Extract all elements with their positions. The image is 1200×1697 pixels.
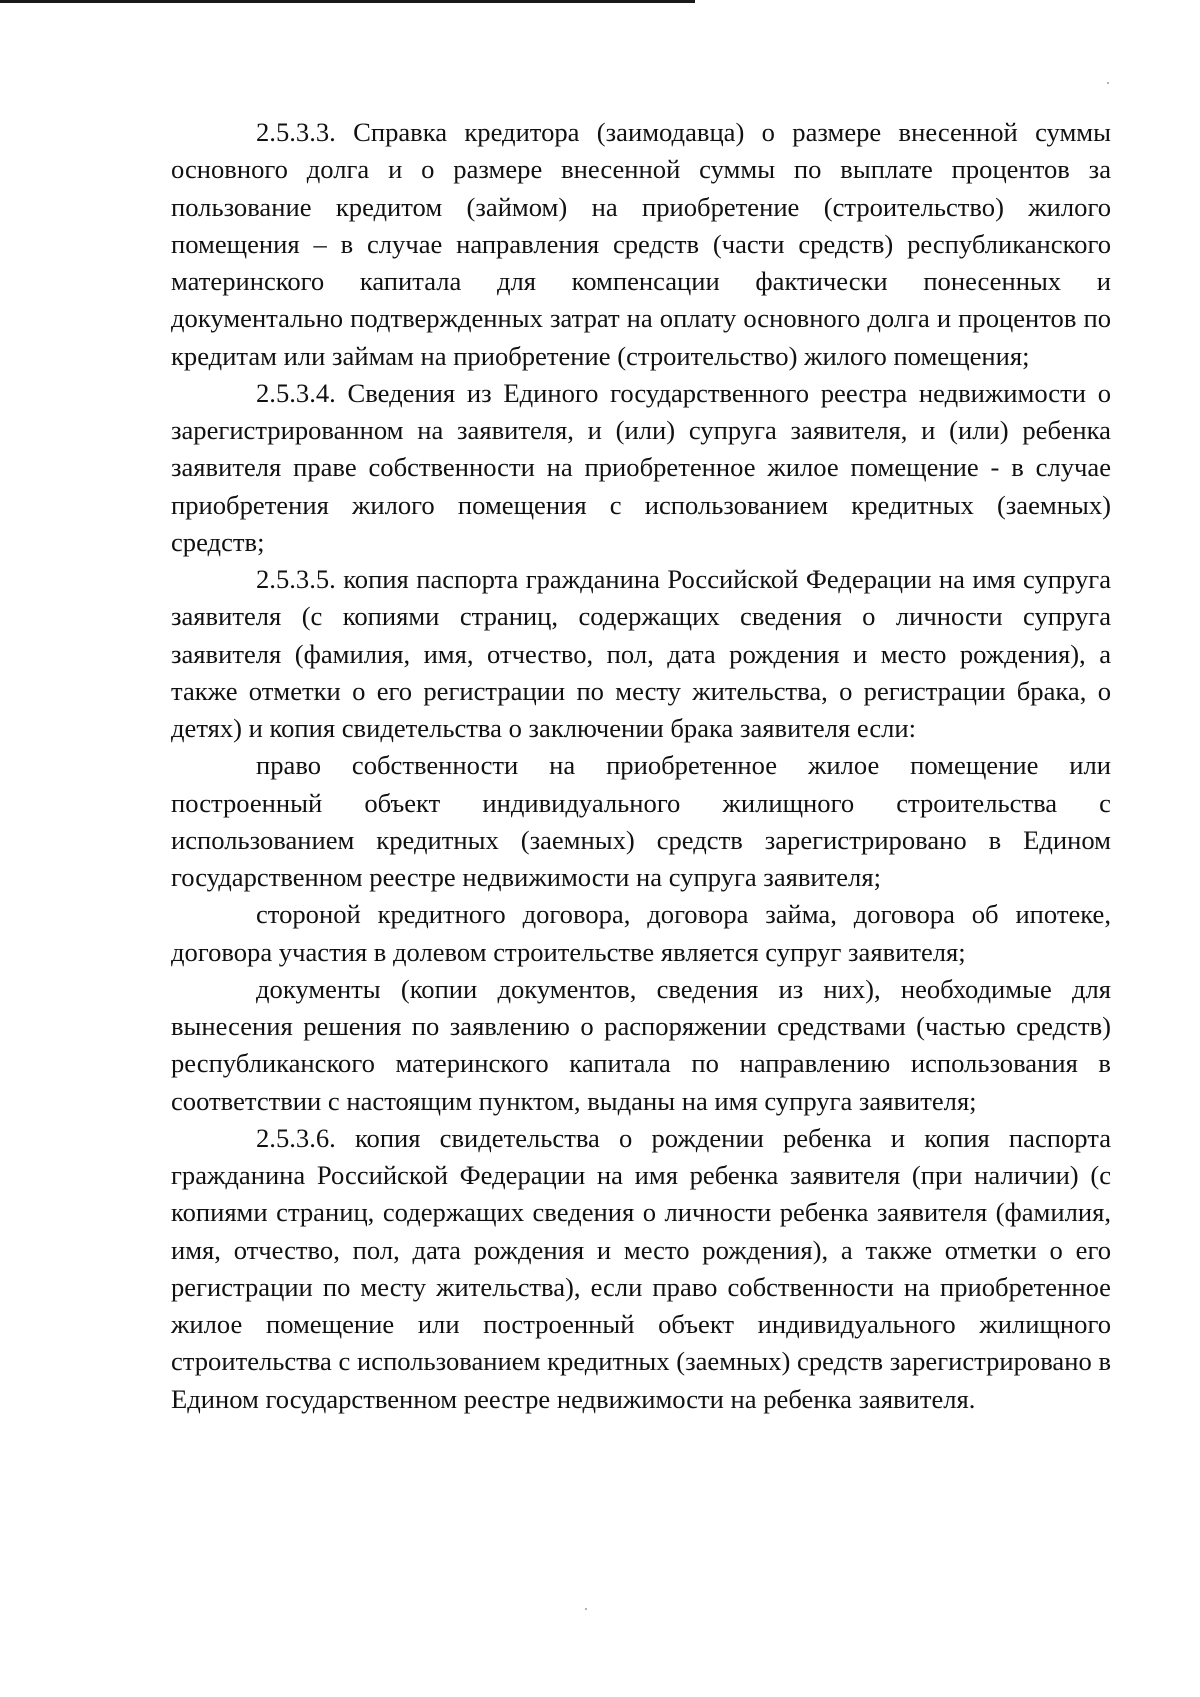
scan-speck xyxy=(1107,82,1109,84)
document-body xyxy=(171,114,1111,1418)
paragraph-spouse-documents-condition: документы (копии документов, сведения из них), необходимые для вынесения решения по заявлению о распоряжении средствами (частью средств) республиканского материнского капитала по направлению использования в соответствии с настоящим пунктом, выданы на имя супруга заявителя; xyxy=(171,973,1111,1116)
paragraph-2-5-3-5: 2.5.3.5. копия паспорта гражданина Российской Федерации на имя супруга заявителя (с копиями страниц, содержащих сведения о личности супруга заявителя (фамилия, имя, отчество, пол, дата рождения и место рождения), а также отметки о его регистрации по месту жительства, о регистрации брака, о детях) и копия свидетельства о заключении брака заявителя если: xyxy=(171,564,1111,743)
scan-edge-line xyxy=(0,0,695,3)
paragraph-spouse-contract-party-condition: стороной кредитного договора, договора займа, договора об ипотеке, договора участия в долевом строительстве является супруг заявителя; xyxy=(171,899,1111,967)
paragraph-2-5-3-3: 2.5.3.3. Справка кредитора (заимодавца) о размере внесенной суммы основного долга и о размере внесенной суммы по выплате процентов за пользование кредитом (займом) на приобретение (строительство) жилого помещения – в случае направления средств (части средств) республиканского материнского капитала для компенсации фактически понесенных и документально подтвержденных затрат на оплату основного долга и процентов по кредитам или займам на приобретение (строительство) жилого помещения; xyxy=(171,117,1111,371)
paragraph-spouse-property-condition: право собственности на приобретенное жилое помещение или построенный объект индивидуального жилищного строительства с использованием кредитных (заемных) средств зарегистрировано в Едином государственном реестре недвижимости на супруга заявителя; xyxy=(171,750,1111,892)
paragraph-2-5-3-4: 2.5.3.4. Сведения из Единого государственного реестра недвижимости о зарегистрированном на заявителя, и (или) супруга заявителя, и (или) ребенка заявителя праве собственности на приобретенное жилое помещение - в случае приобретения жилого помещения с использованием кредитных (заемных) средств; xyxy=(171,377,1111,557)
scan-speck xyxy=(585,1608,587,1610)
paragraph-2-5-3-6: 2.5.3.6. копия свидетельства о рождении ребенка и копия паспорта гражданина Российской Федерации на имя ребенка заявителя (при наличии) (с копиями страниц, содержащих сведения о личности ребенка заявителя (фамилия, имя, отчество, пол, дата рождения и место рождения), а также отметки о его регистрации по месту жительства), если право собственности на приобретенное жилое помещение или построенный объект индивидуального жилищного строительства с использованием кредитных (заемных) средств зарегистрировано в Едином государственном реестре недвижимости на ребенка заявителя. xyxy=(171,1122,1111,1414)
